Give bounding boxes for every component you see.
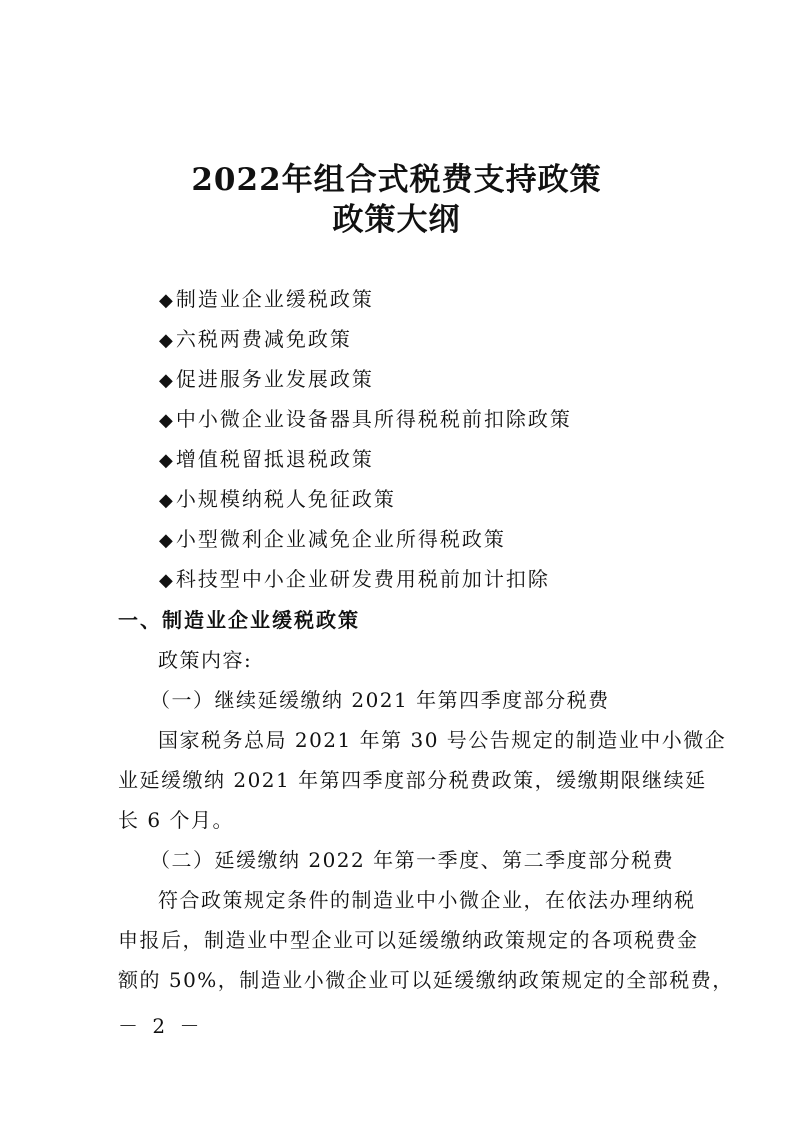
outline-item-text: 增值税留抵退税政策 [175, 447, 374, 471]
outline-item [159, 324, 572, 364]
outline-item-text: 小型微利企业减免企业所得税政策 [175, 527, 506, 551]
diamond-bullet-icon: ◆ [159, 330, 175, 351]
outline-item [159, 564, 572, 604]
diamond-bullet-icon: ◆ [159, 570, 175, 591]
paragraph-line: 国家税务总局 2021 年第 30 号公告规定的制造业中小微企 [158, 728, 727, 752]
paragraph-line: 长 6 个月。 [118, 808, 234, 832]
paragraph-line: 符合政策规定条件的制造业中小微企业，在依法办理纳税 [158, 888, 696, 912]
subsection-1-paragraph [118, 720, 727, 840]
outline-item-text: 促进服务业发展政策 [175, 367, 374, 391]
page-number: － 2 － [118, 1014, 204, 1038]
outline-item [159, 404, 572, 444]
diamond-bullet-icon: ◆ [159, 450, 175, 471]
outline-item [159, 284, 572, 324]
outline-item-text: 中小微企业设备器具所得税税前扣除政策 [175, 407, 572, 431]
subsection-heading-1: （一）继续延缓缴纳 2021 年第四季度部分税费 [150, 688, 610, 712]
outline-item-text: 制造业企业缓税政策 [175, 287, 374, 311]
diamond-bullet-icon: ◆ [159, 370, 175, 391]
outline-item [159, 444, 572, 484]
subsection-2-paragraph [118, 880, 734, 1000]
content-label: 政策内容: [158, 648, 253, 672]
diamond-bullet-icon: ◆ [159, 290, 175, 311]
outline-item-text: 科技型中小企业研发费用税前加计扣除 [175, 567, 550, 591]
diamond-bullet-icon: ◆ [159, 410, 175, 431]
document-title-line1: 2022年组合式税费支持政策 [191, 162, 602, 198]
outline-item [159, 524, 572, 564]
diamond-bullet-icon: ◆ [159, 530, 175, 551]
paragraph-line: 业延缓缴纳 2021 年第四季度部分税费政策，缓缴期限继续延 [118, 768, 707, 792]
outline-item-text: 六税两费减免政策 [175, 327, 352, 351]
document-title-line2: 政策大纲 [332, 202, 461, 238]
outline-item-text: 小规模纳税人免征政策 [175, 487, 396, 511]
paragraph-line: 申报后，制造业中型企业可以延缓缴纳政策规定的各项税费金 [118, 928, 699, 952]
section-heading: 一、制造业企业缓税政策 [118, 608, 360, 632]
paragraph-line: 额的 50%，制造业小微企业可以延缓缴纳政策规定的全部税费， [118, 968, 734, 992]
outline-item [159, 364, 572, 404]
outline-item [159, 484, 572, 524]
subsection-heading-2: （二）延缓缴纳 2022 年第一季度、第二季度部分税费 [150, 848, 675, 872]
diamond-bullet-icon: ◆ [159, 490, 175, 511]
policy-outline-list [159, 284, 572, 604]
